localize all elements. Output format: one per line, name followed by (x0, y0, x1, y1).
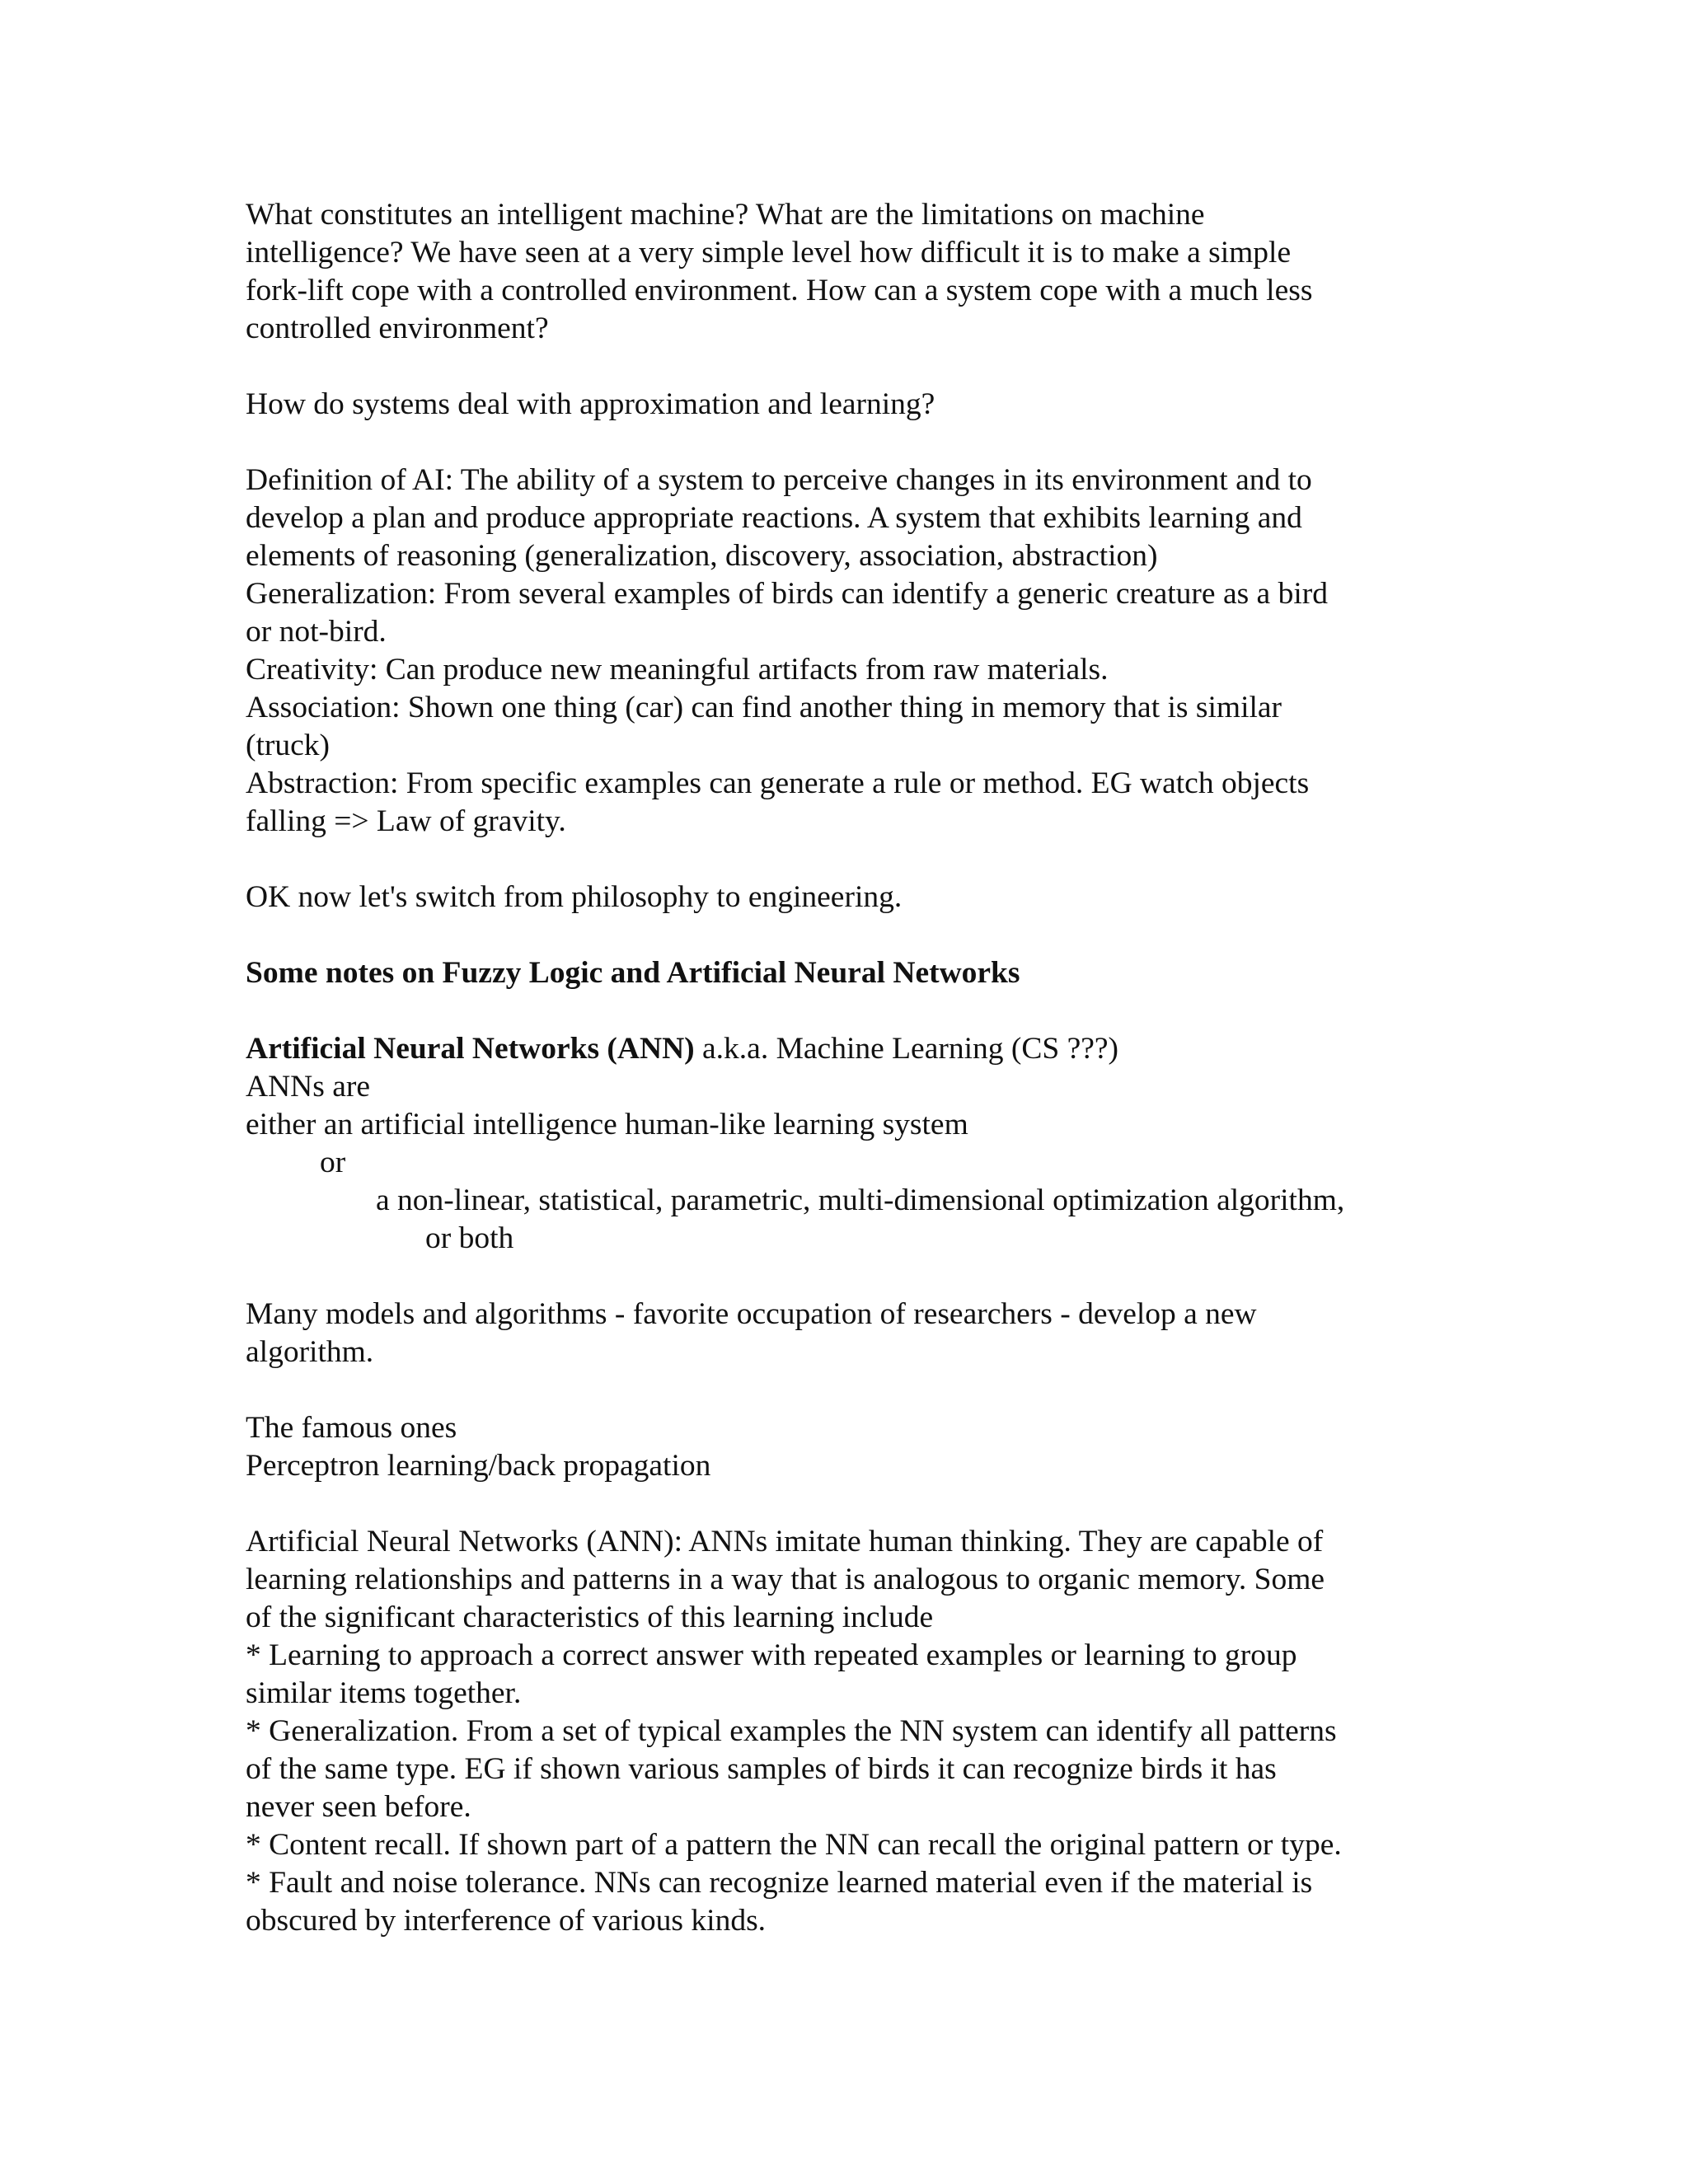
text-line: Creativity: Can produce new meaningful artifacts from raw materials. (246, 653, 1109, 687)
text-line-indented: or (320, 1146, 346, 1179)
bullet-line: * Learning to approach a correct answer with repeated examples or learning to group (246, 1638, 1297, 1672)
text-line: or not-bird. (246, 615, 387, 649)
definitions-paragraph (246, 462, 1457, 841)
text-line: The famous ones (246, 1411, 457, 1445)
bullet-line: * Fault and noise tolerance. NNs can recognize learned material even if the material is (246, 1866, 1313, 1900)
text-line: Definition of AI: The ability of a system to perceive changes in its environment and to (246, 463, 1312, 497)
famous-paragraph (246, 1409, 1457, 1485)
document-page (246, 196, 1457, 1940)
text-line: Artificial Neural Networks (ANN): ANNs imitate human thinking. They are capable of (246, 1525, 1324, 1558)
text-line: elements of reasoning (generalization, discovery, association, abstraction) (246, 539, 1158, 573)
text-line: develop a plan and produce appropriate reactions. A system that exhibits learning and (246, 501, 1302, 535)
text-line: fork-lift cope with a controlled environment. How can a system cope with a much less (246, 274, 1313, 307)
text-line-indented: a non-linear, statistical, parametric, multi-dimensional optimization algorithm, (376, 1183, 1345, 1217)
intro-paragraph (246, 196, 1457, 348)
text-line: Perceptron learning/back propagation (246, 1449, 711, 1483)
section-heading-paragraph (246, 954, 1457, 992)
bullet-line: * Generalization. From a set of typical examples the NN system can identify all patterns (246, 1714, 1337, 1748)
bullet-line: * Content recall. If shown part of a pattern the NN can recall the original pattern or type. (246, 1828, 1342, 1862)
text-line: Abstraction: From specific examples can generate a rule or method. EG watch objects (246, 766, 1310, 800)
switch-paragraph (246, 879, 1457, 916)
text-line: controlled environment? (246, 312, 549, 345)
text-line: intelligence? We have seen at a very simple level how difficult it is to make a simple (246, 236, 1292, 269)
section-heading: Some notes on Fuzzy Logic and Artificial Neural Networks (246, 956, 1020, 990)
text-line: similar items together. (246, 1676, 522, 1710)
text-line: of the significant characteristics of this learning include (246, 1601, 934, 1634)
question-paragraph (246, 386, 1457, 424)
text-line: never seen before. (246, 1790, 471, 1824)
text-line: Many models and algorithms - favorite occupation of researchers - develop a new (246, 1297, 1257, 1331)
text-line: How do systems deal with approximation and learning? (246, 387, 935, 421)
ann-paragraph (246, 1030, 1457, 1258)
text-line: of the same type. EG if shown various samples of birds it can recognize birds it has (246, 1752, 1277, 1786)
text-line: algorithm. (246, 1335, 374, 1369)
text-line: Generalization: From several examples of birds can identify a generic creature as a bird (246, 577, 1328, 611)
text-line: OK now let's switch from philosophy to engineering. (246, 880, 903, 914)
text-line: learning relationships and patterns in a way that is analogous to organic memory. Some (246, 1563, 1325, 1596)
text-line: What constitutes an intelligent machine? What are the limitations on machine (246, 198, 1205, 232)
text-line: falling => Law of gravity. (246, 804, 566, 838)
ann-heading-line (246, 1030, 1457, 1068)
models-paragraph (246, 1296, 1457, 1371)
text-line: obscured by interference of various kinds. (246, 1904, 767, 1938)
ann-heading-bold: Artificial Neural Networks (ANN) (246, 1032, 695, 1066)
text-line-indented: or both (425, 1221, 514, 1255)
ann-heading-rest: a.k.a. Machine Learning (CS ???) (694, 1032, 1119, 1066)
characteristics-paragraph (246, 1523, 1457, 1940)
text-line: either an artificial intelligence human-like learning system (246, 1108, 968, 1141)
text-line: Association: Shown one thing (car) can find another thing in memory that is similar (246, 691, 1282, 724)
text-line: (truck) (246, 729, 331, 762)
text-line: ANNs are (246, 1070, 370, 1104)
